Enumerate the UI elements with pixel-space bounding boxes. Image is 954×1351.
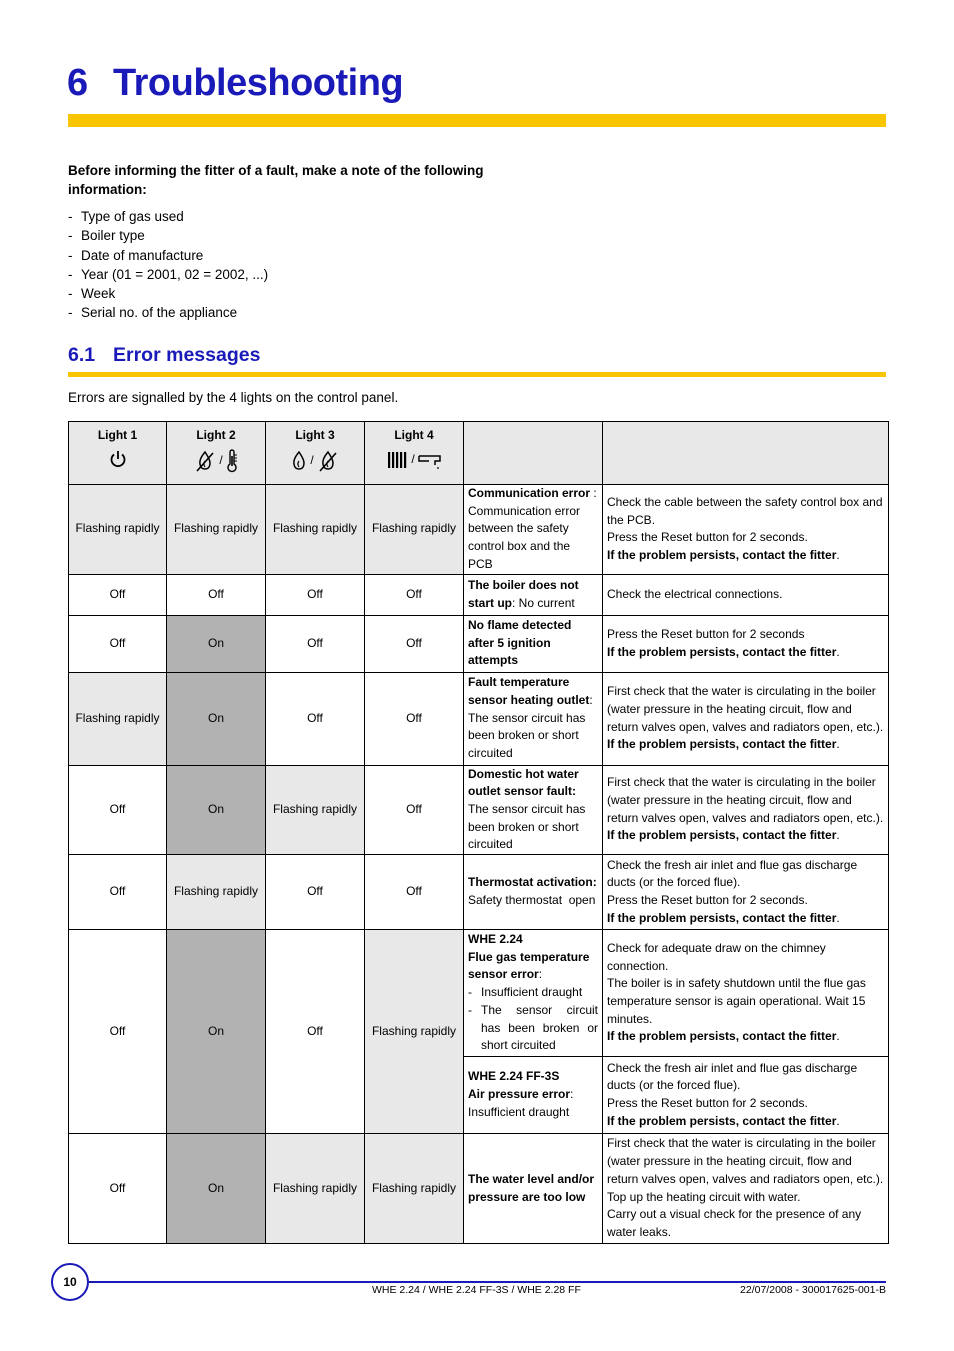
table-header-row [69,422,889,485]
page-number: 10 [51,1263,89,1301]
section-number: 6.1 [68,344,96,366]
footer-line [89,1281,886,1283]
light-2-state: On [167,765,266,855]
light-4-state: Off [365,672,464,765]
footer-models: WHE 2.24 / WHE 2.24 FF-3S / WHE 2.28 FF [372,1284,581,1296]
chapter-title-text: Troubleshooting [113,62,404,104]
light-2-state: Off [167,574,266,615]
header-description [464,422,603,485]
error-description: WHE 2.24 Flue gas temperature sensor error: - Insufficient draught - The sensor circuit has been broken or short circuited [464,930,603,1057]
error-remedy: Check the fresh air inlet and flue gas discharge ducts (or the forced flue). Press the Reset button for 2 seconds. If the problem persists, contact the fitter. [603,1057,889,1134]
chapter-divider [68,114,886,127]
header-light-3: Light 3 / [266,422,365,485]
flame-icon [291,449,307,473]
error-remedy: Check the electrical connections. [603,574,889,615]
light-1-state: Off [69,765,167,855]
error-remedy: Press the Reset button for 2 seconds If the problem persists, contact the fitter. [603,615,889,672]
light-3-state: Off [266,855,365,930]
error-remedy: First check that the water is circulating in the boiler (water pressure in the heating circuit, flow and return valves open, valves and radiators open, etc.). If the problem persists, contact the fitter. [603,672,889,765]
chapter-title [67,62,403,105]
error-description: Thermostat activation: Safety thermostat open [464,855,603,930]
error-description: The water level and/or pressure are too low [464,1134,603,1244]
light-2-state: On [167,930,266,1134]
light-3-state: Flashing rapidly [266,1134,365,1244]
error-remedy: First check that the water is circulating in the boiler (water pressure in the heating circuit, flow and return valves open, valves and radiators open, etc.). If the problem persists, contact the fitter. [603,765,889,855]
light-3-state: Flashing rapidly [266,765,365,855]
error-description: Domestic hot water outlet sensor fault: The sensor circuit has been broken or short circuited [464,765,603,855]
light-3-state: Off [266,615,365,672]
light-3-state: Off [266,672,365,765]
light-4-state: Flashing rapidly [365,485,464,575]
thermometer-icon [226,449,238,473]
intro-text: Before informing the fitter of a fault, make a note of the following information: [68,163,484,197]
table-row [69,930,889,1057]
light-1-state: Off [69,930,167,1134]
power-icon [108,449,128,469]
table-row [69,485,889,575]
header-light-4: Light 4 / [365,422,464,485]
light-4-state: Flashing rapidly [365,1134,464,1244]
error-description: No flame detected after 5 ignition attempts [464,615,603,672]
table-row [69,615,889,672]
light-4-state: Off [365,615,464,672]
cause-list: - Insufficient draught - The sensor circuit has been broken or short circuited [468,984,598,1055]
header-light-1: Light 1 [69,422,167,485]
error-description: WHE 2.24 FF-3S Air pressure error: Insufficient draught [464,1057,603,1134]
info-item: - Serial no. of the appliance [68,303,268,322]
header-light-2: Light 2 / [167,422,266,485]
table-row [69,574,889,615]
error-remedy: Check the cable between the safety control box and the PCB. Press the Reset button for 2 seconds. If the problem persists, contact the fitter. [603,485,889,575]
error-description: Fault temperature sensor heating outlet: The sensor circuit has been broken or short circuited [464,672,603,765]
light-1-state: Off [69,615,167,672]
separator: / [411,452,415,467]
separator: / [310,453,314,468]
section-divider [68,372,886,377]
light-2-state: On [167,672,266,765]
error-remedy: First check that the water is circulating in the boiler (water pressure in the heating circuit, flow and return valves open, valves and radiators open, etc.). Top up the heating circuit with water. Carry out a visual check for the presence of any water leaks. [603,1134,889,1244]
footer-doc-ref: 22/07/2008 - 300017625-001-B [740,1284,886,1296]
section-title [68,344,260,367]
radiator-icon [386,449,408,471]
light-4-state: Flashing rapidly [365,930,464,1134]
table-row [69,1134,889,1244]
section-title-text: Error messages [113,344,261,366]
info-item: - Type of gas used [68,207,268,226]
error-table [68,421,889,1244]
info-list [68,207,268,323]
light-3-state: Off [266,930,365,1134]
light-2-state: On [167,1134,266,1244]
chapter-number: 6 [67,62,88,104]
error-description: The boiler does not start up: No current [464,574,603,615]
light-3-state: Flashing rapidly [266,485,365,575]
info-item: - Week [68,284,268,303]
light-1-state: Off [69,1134,167,1244]
header-remedy [603,422,889,485]
table-row [69,672,889,765]
light-1-state: Off [69,574,167,615]
flame-crossed-icon [317,449,339,473]
light-3-state: Off [266,574,365,615]
error-remedy: Check the fresh air inlet and flue gas discharge ducts (or the forced flue). Press the Reset button for 2 seconds. If the problem persists, contact the fitter. [603,855,889,930]
section-intro: Errors are signalled by the 4 lights on the control panel. [68,390,399,405]
table-row [69,855,889,930]
light-2-state: Flashing rapidly [167,855,266,930]
info-item: - Boiler type [68,226,268,245]
light-4-state: Off [365,574,464,615]
light-2-state: Flashing rapidly [167,485,266,575]
light-1-state: Off [69,855,167,930]
flame-crossed-icon [194,449,216,473]
separator: / [219,453,223,468]
light-4-state: Off [365,765,464,855]
light-2-state: On [167,615,266,672]
error-remedy: Check for adequate draw on the chimney connection. The boiler is in safety shutdown until the flue gas temperature sensor is again operational. Wait 15 minutes. If the problem persists, contact the fitter. [603,930,889,1057]
light-1-state: Flashing rapidly [69,672,167,765]
light-4-state: Off [365,855,464,930]
tap-icon [418,450,442,470]
light-1-state: Flashing rapidly [69,485,167,575]
info-item: - Date of manufacture [68,246,268,265]
error-description: Communication error : Communication error between the safety control box and the PCB [464,485,603,575]
info-item: - Year (01 = 2001, 02 = 2002, ...) [68,265,268,284]
table-row [69,765,889,855]
